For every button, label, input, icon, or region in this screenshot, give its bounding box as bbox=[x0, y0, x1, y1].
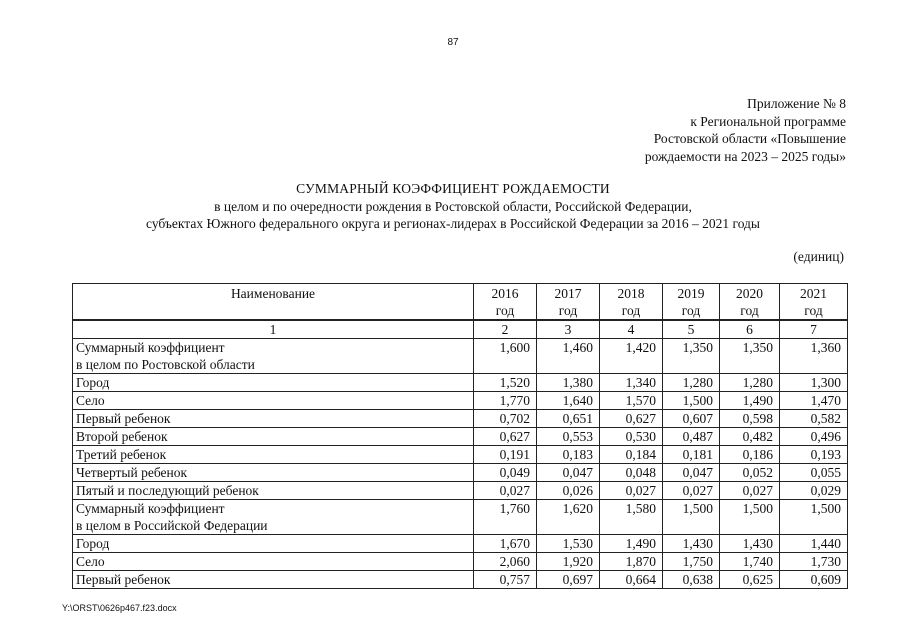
value-cell: 0,582 bbox=[780, 410, 848, 428]
value-cell: 1,380 bbox=[537, 374, 600, 392]
row-name bbox=[73, 553, 474, 571]
row-name bbox=[73, 339, 474, 374]
table-row bbox=[73, 535, 848, 553]
value-cell: 0,609 bbox=[780, 571, 848, 589]
row-name bbox=[73, 535, 474, 553]
value-cell: 1,430 bbox=[720, 535, 780, 553]
value-cell: 1,300 bbox=[780, 374, 848, 392]
value-cell: 1,500 bbox=[780, 500, 848, 535]
table-row bbox=[73, 464, 848, 482]
value-cell: 1,640 bbox=[537, 392, 600, 410]
value-cell: 1,520 bbox=[474, 374, 537, 392]
column-index: 1 bbox=[73, 320, 474, 339]
table-row bbox=[73, 553, 848, 571]
row-name bbox=[73, 571, 474, 589]
value-cell: 0,487 bbox=[663, 428, 720, 446]
header-year: 2021 год bbox=[780, 284, 848, 321]
table-row bbox=[73, 339, 848, 374]
value-cell: 0,029 bbox=[780, 482, 848, 500]
value-cell: 0,184 bbox=[600, 446, 663, 464]
appendix-line-3: Ростовской области «Повышение bbox=[653, 131, 846, 146]
appendix-note bbox=[645, 95, 846, 165]
title-line-3: субъектах Южного федерального округа и регионах-лидерах в Российской Федерации за 2016 – 2021 годы bbox=[146, 216, 760, 231]
value-cell: 1,770 bbox=[474, 392, 537, 410]
units-label: (единиц) bbox=[793, 249, 844, 264]
value-cell: 0,607 bbox=[663, 410, 720, 428]
value-cell: 1,530 bbox=[537, 535, 600, 553]
value-cell: 1,360 bbox=[780, 339, 848, 374]
row-name-line: Суммарный коэффициент bbox=[76, 501, 225, 516]
value-cell: 0,181 bbox=[663, 446, 720, 464]
value-cell: 1,350 bbox=[720, 339, 780, 374]
row-name bbox=[73, 482, 474, 500]
value-cell: 0,702 bbox=[474, 410, 537, 428]
table-row bbox=[73, 374, 848, 392]
column-index: 4 bbox=[600, 320, 663, 339]
value-cell: 0,598 bbox=[720, 410, 780, 428]
value-cell: 0,553 bbox=[537, 428, 600, 446]
value-cell: 0,049 bbox=[474, 464, 537, 482]
row-name-line: Второй ребенок bbox=[76, 429, 168, 444]
row-name-line: Город bbox=[76, 375, 110, 390]
value-cell: 1,440 bbox=[780, 535, 848, 553]
table-row bbox=[73, 410, 848, 428]
value-cell: 0,530 bbox=[600, 428, 663, 446]
value-cell: 1,350 bbox=[663, 339, 720, 374]
value-cell: 1,420 bbox=[600, 339, 663, 374]
header-year: 2020 год bbox=[720, 284, 780, 321]
value-cell: 0,027 bbox=[663, 482, 720, 500]
value-cell: 1,670 bbox=[474, 535, 537, 553]
header-year: 2017 год bbox=[537, 284, 600, 321]
value-cell: 0,027 bbox=[720, 482, 780, 500]
row-name bbox=[73, 464, 474, 482]
value-cell: 0,047 bbox=[537, 464, 600, 482]
fertility-table bbox=[72, 283, 848, 589]
row-name-line: Суммарный коэффициент bbox=[76, 340, 225, 355]
header-year: 2018 год bbox=[600, 284, 663, 321]
table-row bbox=[73, 446, 848, 464]
value-cell: 1,430 bbox=[663, 535, 720, 553]
row-name bbox=[73, 500, 474, 535]
value-cell: 0,697 bbox=[537, 571, 600, 589]
value-cell: 0,055 bbox=[780, 464, 848, 482]
value-cell: 1,920 bbox=[537, 553, 600, 571]
row-name bbox=[73, 446, 474, 464]
value-cell: 1,570 bbox=[600, 392, 663, 410]
value-cell: 1,280 bbox=[720, 374, 780, 392]
value-cell: 0,664 bbox=[600, 571, 663, 589]
value-cell: 1,730 bbox=[780, 553, 848, 571]
header-name: Наименование bbox=[73, 284, 474, 321]
value-cell: 1,760 bbox=[474, 500, 537, 535]
column-index: 2 bbox=[474, 320, 537, 339]
value-cell: 1,620 bbox=[537, 500, 600, 535]
table-row bbox=[73, 482, 848, 500]
row-name bbox=[73, 392, 474, 410]
value-cell: 2,060 bbox=[474, 553, 537, 571]
row-name-line: Третий ребенок bbox=[76, 447, 167, 462]
value-cell: 1,750 bbox=[663, 553, 720, 571]
value-cell: 1,500 bbox=[663, 500, 720, 535]
column-index: 5 bbox=[663, 320, 720, 339]
row-name bbox=[73, 374, 474, 392]
table-row bbox=[73, 571, 848, 589]
value-cell: 0,193 bbox=[780, 446, 848, 464]
value-cell: 0,052 bbox=[720, 464, 780, 482]
appendix-line-2: к Региональной программе bbox=[690, 113, 846, 129]
value-cell: 0,757 bbox=[474, 571, 537, 589]
value-cell: 0,027 bbox=[474, 482, 537, 500]
column-index: 3 bbox=[537, 320, 600, 339]
table-row bbox=[73, 500, 848, 535]
row-name bbox=[73, 428, 474, 446]
column-index-row bbox=[73, 320, 848, 339]
value-cell: 1,500 bbox=[663, 392, 720, 410]
appendix-line-1: Приложение № 8 bbox=[747, 96, 846, 111]
row-name-line: Первый ребенок bbox=[76, 411, 171, 426]
footer-file-path: Y:\ORST\0626p467.f23.docx bbox=[62, 603, 177, 613]
appendix-line-4: рождаемости на 2023 – 2025 годы» bbox=[644, 148, 846, 164]
value-cell: 1,600 bbox=[474, 339, 537, 374]
value-cell: 0,027 bbox=[600, 482, 663, 500]
value-cell: 1,870 bbox=[600, 553, 663, 571]
value-cell: 0,026 bbox=[537, 482, 600, 500]
document-title bbox=[0, 180, 906, 233]
row-name-line: в целом по Ростовской области bbox=[76, 357, 255, 372]
value-cell: 1,580 bbox=[600, 500, 663, 535]
value-cell: 0,625 bbox=[720, 571, 780, 589]
column-index: 7 bbox=[780, 320, 848, 339]
value-cell: 0,186 bbox=[720, 446, 780, 464]
value-cell: 0,191 bbox=[474, 446, 537, 464]
value-cell: 0,627 bbox=[474, 428, 537, 446]
value-cell: 0,482 bbox=[720, 428, 780, 446]
value-cell: 1,280 bbox=[663, 374, 720, 392]
column-index: 6 bbox=[720, 320, 780, 339]
table-row bbox=[73, 428, 848, 446]
row-name-line: Село bbox=[76, 554, 105, 569]
header-year: 2019 год bbox=[663, 284, 720, 321]
value-cell: 0,496 bbox=[780, 428, 848, 446]
value-cell: 1,500 bbox=[720, 500, 780, 535]
row-name-line: Город bbox=[76, 536, 110, 551]
value-cell: 1,740 bbox=[720, 553, 780, 571]
header-row bbox=[73, 284, 848, 321]
table-row bbox=[73, 392, 848, 410]
value-cell: 1,470 bbox=[780, 392, 848, 410]
value-cell: 0,183 bbox=[537, 446, 600, 464]
value-cell: 1,490 bbox=[720, 392, 780, 410]
value-cell: 0,047 bbox=[663, 464, 720, 482]
value-cell: 1,340 bbox=[600, 374, 663, 392]
title-line-2: в целом и по очередности рождения в Ростовской области, Российской Федерации, bbox=[214, 198, 692, 214]
row-name bbox=[73, 410, 474, 428]
row-name-line: в целом в Российской Федерации bbox=[76, 518, 268, 533]
value-cell: 1,490 bbox=[600, 535, 663, 553]
header-year: 2016 год bbox=[474, 284, 537, 321]
value-cell: 0,627 bbox=[600, 410, 663, 428]
value-cell: 0,048 bbox=[600, 464, 663, 482]
row-name-line: Село bbox=[76, 393, 105, 408]
title-main: СУММАРНЫЙ КОЭФФИЦИЕНТ РОЖДАЕМОСТИ bbox=[296, 181, 610, 196]
row-name-line: Четвертый ребенок bbox=[76, 465, 188, 480]
value-cell: 1,460 bbox=[537, 339, 600, 374]
value-cell: 0,651 bbox=[537, 410, 600, 428]
value-cell: 0,638 bbox=[663, 571, 720, 589]
page-number: 87 bbox=[447, 37, 459, 48]
row-name-line: Пятый и последующий ребенок bbox=[76, 483, 259, 498]
row-name-line: Первый ребенок bbox=[76, 572, 171, 587]
